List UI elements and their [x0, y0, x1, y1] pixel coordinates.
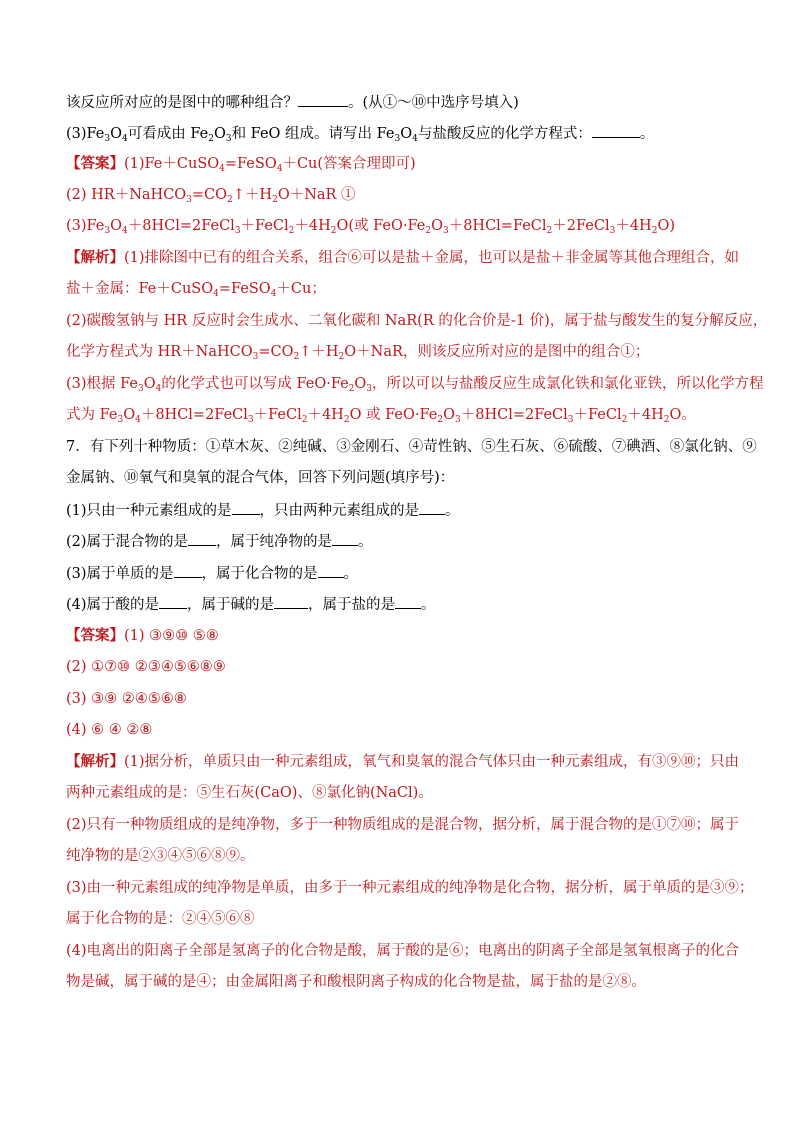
answer-blank: [188, 531, 216, 546]
text-span: 。: [358, 534, 373, 550]
text-span: ，属于纯净物的是: [216, 534, 333, 550]
text-line: [66, 657, 734, 677]
text-span: O(或 FeO·Fe: [336, 218, 426, 234]
subscript: 4: [219, 164, 225, 174]
subscript: 2: [663, 415, 670, 425]
text-span: O: [443, 407, 455, 423]
text-line: [66, 909, 734, 929]
text-span: ＋4H: [627, 407, 664, 423]
subscript: 2: [348, 384, 355, 394]
text-line: [66, 783, 734, 803]
text-line: [66, 154, 734, 176]
subscript: 3: [442, 226, 449, 236]
text-span: (3)属于单质的是: [66, 566, 174, 582]
subscript: 2: [272, 195, 278, 205]
subscript: 2: [338, 352, 345, 362]
text-line: [66, 437, 757, 457]
answer-blank: [174, 563, 202, 578]
subscript: 4: [122, 226, 128, 236]
subscript: 4: [213, 289, 219, 299]
text-span: ，属于碱的是: [187, 597, 275, 613]
subscript: 4: [155, 384, 162, 394]
answer-blank: [232, 500, 260, 515]
subscript: 2: [288, 226, 295, 236]
text-span: 。: [421, 597, 436, 613]
text-span: (1) ③⑨⑩ ⑤⑧: [124, 628, 219, 644]
text-span: ↑＋H: [299, 344, 339, 360]
text-span: O: [213, 126, 226, 142]
text-span: =CO: [258, 344, 294, 360]
text-span: (2) ①⑦⑩ ②③④⑤⑥⑧⑨: [66, 659, 226, 675]
text-span: ＋Cu(答案合理即可): [282, 156, 416, 172]
text-line: [66, 972, 734, 992]
text-span: (3)Fe: [66, 126, 105, 142]
subscript: 4: [270, 289, 277, 299]
text-span: ＋FeCl: [240, 218, 289, 234]
text-span: 两种元素组成的是：⑤生石灰(CaO)、⑧氯化钠(NaCl)。: [66, 785, 433, 801]
text-line: [66, 563, 734, 584]
text-line: [66, 342, 734, 364]
text-span: (4) ⑥ ④ ②⑧: [66, 722, 153, 738]
text-span: 金属钠、⑩氧气和臭氧的混合气体，回答下列问题(填序号)：: [66, 470, 455, 486]
answer-blank: [298, 92, 348, 107]
text-span: 。: [445, 503, 460, 519]
answer-blank: [419, 500, 445, 515]
subscript: 4: [135, 415, 141, 425]
subscript: 2: [546, 226, 553, 236]
text-span: O＋NaR ①: [277, 187, 356, 203]
subscript: 3: [104, 226, 111, 236]
text-span: ，属于盐的是: [308, 597, 396, 613]
text-span: O: [110, 218, 123, 234]
section-tag: 【解析】: [66, 753, 124, 770]
answer-blank: [332, 531, 358, 546]
text-span: O: [143, 376, 156, 392]
text-line: [66, 531, 734, 552]
text-span: O: [110, 126, 123, 142]
text-span: O＋NaR，则该反应所对应的是图中的组合①；: [344, 344, 650, 360]
text-line: [66, 941, 740, 961]
subscript: 2: [437, 415, 444, 425]
subscript: 2: [330, 226, 337, 236]
text-span: 可看成由 Fe: [127, 126, 209, 142]
subscript: 3: [186, 195, 192, 205]
text-line: [66, 311, 768, 331]
text-span: ＋FeCl: [573, 407, 622, 423]
text-span: (1)排除图中已有的组合关系，组合⑥可以是盐＋金属，也可以是盐＋非金属等其他合理组合，如: [124, 250, 740, 266]
text-span: ＋8HCl=2FeCl: [460, 407, 568, 423]
text-span: 。: [639, 126, 655, 142]
text-line: [66, 185, 734, 207]
text-span: 化学方程式为 HR＋NaHCO: [66, 344, 253, 360]
text-span: 7．有下列十种物质：①草木灰、②纯碱、③金刚石、④苛性钠、⑤生石灰、⑥硫酸、⑦碘酒、⑧氯化钠、⑨: [66, 439, 757, 455]
text-line: [66, 123, 734, 146]
text-span: 属于化合物的是：②④⑤⑥⑧: [66, 911, 255, 927]
text-span: (2)碳酸氢钠与 HR 反应时会生成水、二氧化碳和 NaR(R 的化合价是-1 价)，属于盐与酸发生的复分解反应，: [66, 313, 768, 329]
answer-blank: [159, 594, 187, 609]
text-line: [66, 720, 734, 740]
text-line: [66, 468, 734, 488]
text-span: 的化学式也可以写成 FeO·Fe: [161, 376, 349, 392]
text-span: O: [400, 126, 413, 142]
text-span: ＋8HCl=2FeCl: [140, 407, 248, 423]
text-span: ＋8HCl=FeCl: [448, 218, 547, 234]
text-line: [66, 878, 754, 898]
subscript: 3: [394, 134, 401, 144]
subscript: 4: [276, 164, 283, 174]
answer-blank: [318, 563, 344, 578]
text-span: (1)只由一种元素组成的是: [66, 503, 232, 519]
text-span: (3)根据 Fe: [66, 376, 138, 392]
text-span: ，所以可以与盐酸反应生成氯化铁和氯化亚铁，所以化学方程: [372, 376, 764, 392]
subscript: 3: [225, 134, 232, 144]
text-span: O 或 FeO·Fe: [349, 407, 438, 423]
subscript: 2: [301, 415, 308, 425]
text-span: ＋FeCl: [253, 407, 302, 423]
subscript: 3: [366, 384, 373, 394]
text-span: 与盐酸反应的化学方程式：: [417, 126, 592, 142]
text-span: ＋8HCl=2FeCl: [127, 218, 235, 234]
text-line: [66, 92, 734, 113]
answer-blank: [592, 123, 640, 138]
text-span: =CO: [191, 187, 228, 203]
text-line: [66, 248, 740, 268]
subscript: 3: [138, 384, 144, 394]
text-line: [66, 405, 734, 427]
subscript: 2: [208, 134, 214, 144]
text-span: (3)Fe: [66, 218, 105, 234]
text-span: (2)只有一种物质组成的是纯净物，多于一种物质组成的是混合物，据分析，属于混合物的是①⑦⑩；属于: [66, 817, 740, 833]
subscript: 3: [567, 415, 574, 425]
text-span: O): [657, 218, 675, 234]
subscript: 3: [247, 415, 254, 425]
subscript: 2: [651, 226, 658, 236]
text-line: [66, 846, 734, 866]
subscript: 2: [343, 415, 350, 425]
text-span: (1)Fe＋CuSO: [124, 156, 220, 172]
text-line: [66, 374, 764, 396]
subscript: 2: [425, 226, 432, 236]
text-span: ＋2FeCl: [552, 218, 610, 234]
text-span: (3)由一种元素组成的纯净物是单质，由多于一种元素组成的纯净物是化合物，据分析，属于单质的是③⑨；: [66, 880, 754, 896]
answer-blank: [274, 594, 308, 609]
answer-blank: [395, 594, 421, 609]
text-span: (2)属于混合物的是: [66, 534, 189, 550]
text-span: ＋Cu；: [276, 281, 326, 297]
text-span: 式为 Fe: [66, 407, 118, 423]
text-span: ，只由两种元素组成的是: [259, 503, 420, 519]
subscript: 3: [117, 415, 124, 425]
subscript: 3: [609, 226, 616, 236]
subscript: 2: [621, 415, 628, 425]
text-line: [66, 279, 734, 301]
subscript: 2: [227, 195, 233, 205]
text-span: 。(从①～⑩中选序号填入): [348, 95, 519, 111]
text-span: ＋4H: [307, 407, 344, 423]
text-line: [66, 216, 734, 238]
text-line: [66, 752, 740, 772]
subscript: 2: [293, 352, 300, 362]
subscript: 3: [455, 415, 461, 425]
text-span: 该反应所对应的是图中的哪种组合？: [66, 95, 298, 111]
text-span: (3) ③⑨ ②④⑤⑥⑧: [66, 691, 187, 707]
text-span: (1)据分析，单质只由一种元素组成，氧气和臭氧的混合气体只由一种元素组成，有③⑨⑩；只由: [124, 754, 740, 770]
text-span: (4)属于酸的是: [66, 597, 160, 613]
text-span: O: [431, 218, 443, 234]
text-span: =FeSO: [224, 156, 277, 172]
subscript: 3: [252, 352, 259, 362]
text-line: [66, 815, 740, 835]
text-span: ＋4H: [294, 218, 331, 234]
text-span: O: [123, 407, 136, 423]
subscript: 4: [122, 134, 128, 144]
text-span: ↑＋H: [232, 187, 273, 203]
subscript: 3: [234, 226, 241, 236]
text-span: 盐＋金属：Fe＋CuSO: [66, 281, 214, 297]
subscript: 3: [104, 134, 111, 144]
text-line: [66, 689, 734, 709]
text-span: ＋4H: [615, 218, 652, 234]
text-line: [66, 626, 734, 646]
text-span: O。: [669, 407, 696, 423]
text-span: 和 FeO 组成。请写出 Fe: [231, 126, 395, 142]
text-line: [66, 594, 734, 615]
text-span: 物是碱，属于碱的是④；由金属阳离子和酸根阴离子构成的化合物是盐，属于盐的是②⑧。: [66, 974, 646, 990]
text-span: (2) HR＋NaHCO: [66, 187, 187, 203]
text-line: [66, 500, 734, 521]
subscript: 4: [412, 134, 418, 144]
text-span: 纯净物的是②③④⑤⑥⑧⑨。: [66, 848, 255, 864]
text-span: O: [354, 376, 367, 392]
text-span: ，属于化合物的是: [201, 566, 318, 582]
text-span: 。: [343, 566, 359, 582]
text-span: =FeSO: [218, 281, 271, 297]
section-tag: 【答案】: [66, 627, 124, 644]
section-tag: 【解析】: [66, 249, 124, 266]
text-span: (4)电离出的阳离子全部是氢离子的化合物是酸，属于酸的是⑥；电离出的阴离子全部是氢氧根离子的化合: [66, 943, 740, 959]
section-tag: 【答案】: [66, 155, 124, 172]
